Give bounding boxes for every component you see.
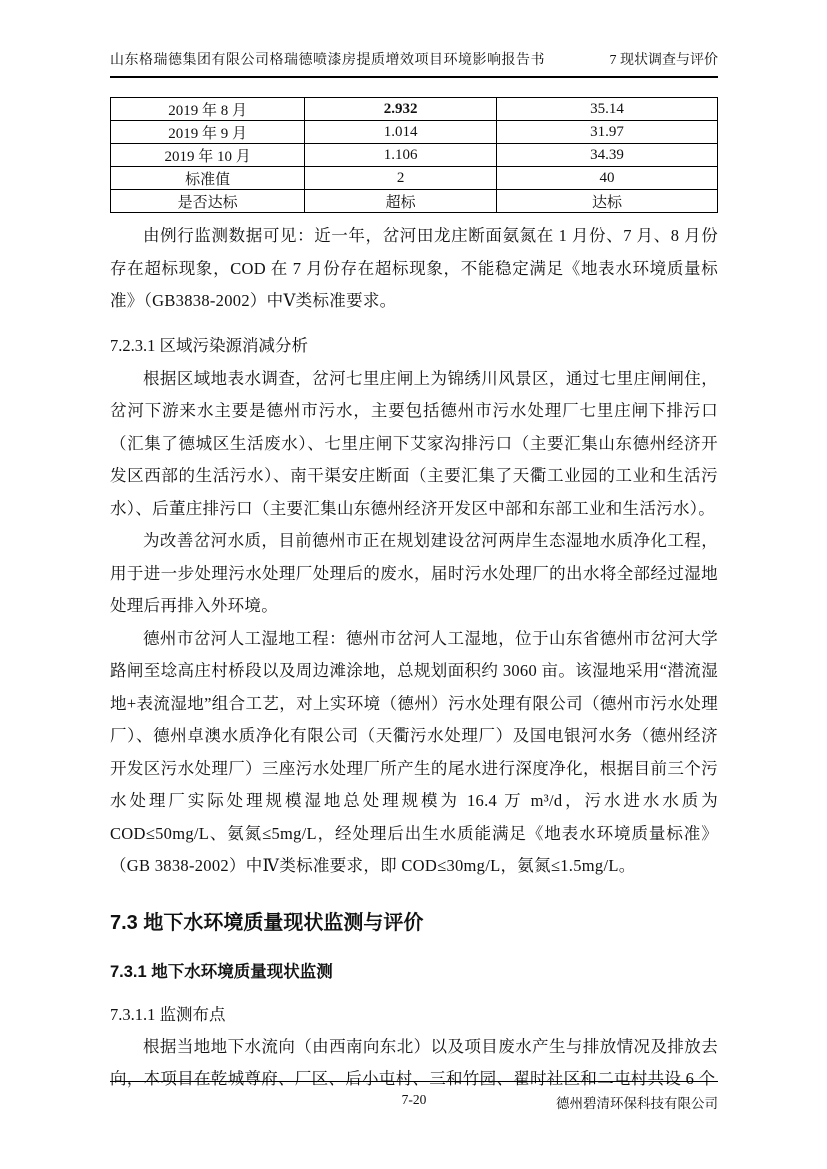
- heading-7-2-3-1: 7.2.3.1 区域污染源消减分析: [110, 335, 308, 355]
- paragraph-wetland-plan: 为改善岔河水质，目前德州市正在规划建设岔河两岸生态湿地水质净化工程，用于进一步处理污水处理厂处理后的废水，届时污水处理厂的出水将全部经过湿地处理后再排入外环境。: [110, 531, 718, 615]
- table-cell-compliance-value: 达标: [497, 190, 718, 213]
- table-cell-period: 2019 年 9 月: [111, 121, 305, 144]
- table-row: [111, 167, 718, 190]
- table-cell-period: 2019 年 8 月: [111, 98, 305, 121]
- table-cell-standard-value: 2: [305, 167, 497, 190]
- paragraph-groundwater-monitoring: 根据当地地下水流向（由西南向东北）以及项目废水产生与排放情况及排放去向，本项目在乾城尊府、厂区、后小屯村、三和竹园、翟时社区和二屯村共设 6 个: [110, 1036, 718, 1088]
- table-cell-period: 2019 年 10 月: [111, 144, 305, 167]
- header-chapter-title: 7 现状调查与评价: [609, 53, 718, 68]
- table-row: [111, 190, 718, 213]
- table-cell-value: 34.39: [497, 144, 718, 167]
- monitoring-results-table: [110, 97, 718, 213]
- table-cell-standard-label: 标准值: [111, 167, 305, 190]
- table-row: [111, 98, 718, 121]
- header-document-title: 山东格瑞德集团有限公司格瑞德喷漆房提质增效项目环境影响报告书: [110, 53, 545, 68]
- heading-7-3: 7.3 地下水环境质量现状监测与评价: [110, 911, 424, 934]
- paragraph-monitoring-summary: 由例行监测数据可见：近一年，岔河田龙庄断面氨氮在 1 月份、7 月、8 月份存在超标现象，COD 在 7 月份存在超标现象，不能稳定满足《地表水环境质量标准》（GB3838-2002）中Ⅴ类标准要求。: [110, 226, 718, 310]
- heading-7-3-1: 7.3.1 地下水环境质量现状监测: [110, 962, 333, 981]
- table-cell-value: 1.106: [305, 144, 497, 167]
- table-cell-standard-value: 40: [497, 167, 718, 190]
- page-header: [110, 50, 718, 78]
- table-row: [111, 121, 718, 144]
- table-cell-value: 31.97: [497, 121, 718, 144]
- heading-7-3-1-1: 7.3.1.1 监测布点: [110, 1004, 226, 1024]
- paragraph-regional-survey: 根据区域地表水调查，岔河七里庄闸上为锦绣川风景区，通过七里庄闸闸住，岔河下游来水主要是德州市污水，主要包括德州市污水处理厂七里庄闸下排污口（汇集了德城区生活废水）、七里庄闸下艾家沟排污口（主要汇集山东德州经济开发区西部的生活污水）、南干渠安庄断面（主要汇集了天衢工业园的工业和生活污水）、后董庄排污口（主要汇集山东德州经济开发区中部和东部工业和生活污水）。: [110, 368, 718, 518]
- page-footer: [110, 1081, 718, 1111]
- table-cell-compliance-value: 超标: [305, 190, 497, 213]
- table-cell-value: 35.14: [497, 98, 718, 121]
- table-cell-value: 2.932: [305, 98, 497, 121]
- table-row: [111, 144, 718, 167]
- table-cell-value: 1.014: [305, 121, 497, 144]
- table-cell-compliance-label: 是否达标: [111, 190, 305, 213]
- paragraph-wetland-project: 德州市岔河人工湿地工程：德州市岔河人工湿地，位于山东省德州市岔河大学路闸至埝高庄村桥段以及周边滩涂地，总规划面积约 3060 亩。该湿地采用“潜流湿地+表流湿地”组合工艺，对上实环境（德州）污水处理有限公司（德州市污水处理厂）、德州卓澳水质净化有限公司（天衢污水处理厂）及国电银河水务（德州经济开发区污水处理厂）三座污水处理厂所产生的尾水进行深度净化，根据目前三个污水处理厂实际处理规模湿地总处理规模为 16.4 万 m³/d，污水进水水质为 COD≤50mg/L、氨氮≤5mg/L，经处理后出生水质能满足《地表水环境质量标准》（GB 3838-2002）中Ⅳ类标准要求，即 COD≤30mg/L，氨氮≤1.5mg/L。: [110, 628, 718, 875]
- footer-page-number: 7-20: [401, 1092, 427, 1107]
- footer-company-name: 德州碧清环保科技有限公司: [556, 1096, 718, 1111]
